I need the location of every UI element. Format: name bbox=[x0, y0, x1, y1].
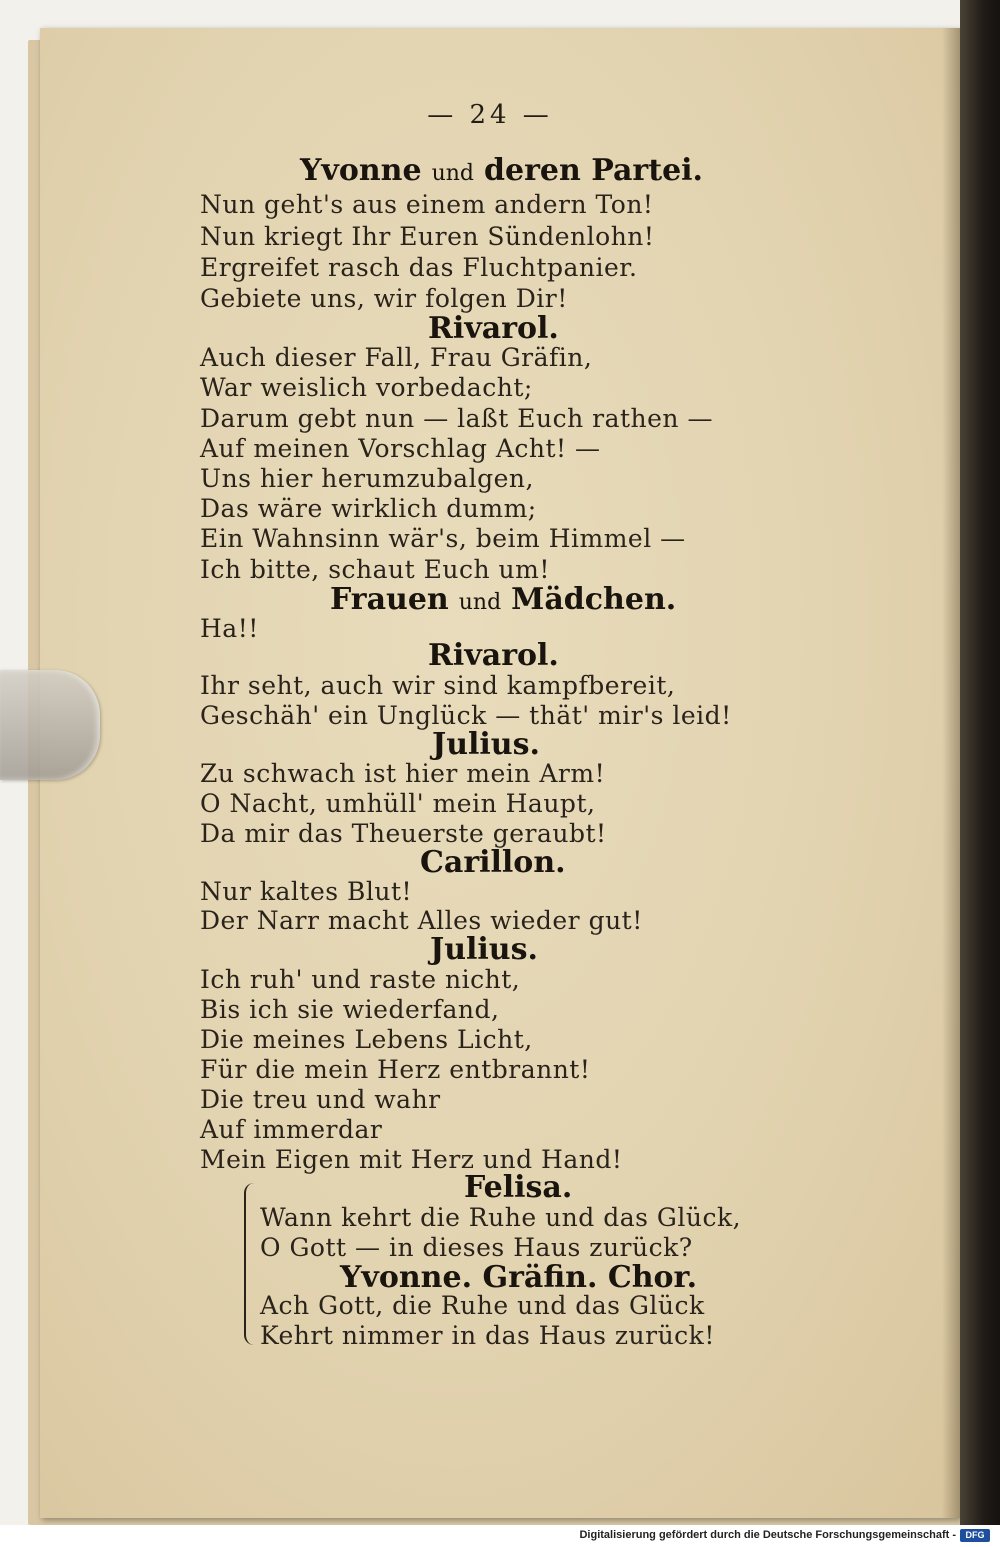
speaker-name: Rivarol. bbox=[428, 638, 559, 673]
chorus-brace bbox=[244, 1183, 260, 1345]
verse-line: Ein Wahnsinn wär's, beim Himmel — bbox=[200, 524, 686, 553]
verse-line: Die treu und wahr bbox=[200, 1085, 441, 1114]
speaker-name: Rivarol. bbox=[428, 311, 559, 346]
verse-line: Da mir das Theuerste geraubt! bbox=[200, 819, 607, 848]
speaker-connector: und bbox=[431, 161, 474, 186]
scanner-background bbox=[960, 0, 1000, 1525]
verse-line: Nun kriegt Ihr Euren Sündenlohn! bbox=[200, 222, 655, 251]
verse-line: Nun geht's aus einem andern Ton! bbox=[200, 190, 654, 219]
verse-line: Das wäre wirklich dumm; bbox=[200, 494, 537, 523]
verse-line: Mein Eigen mit Herz und Hand! bbox=[200, 1145, 623, 1174]
speaker-heading bbox=[428, 638, 559, 673]
speaker-rest: deren Partei. bbox=[484, 153, 703, 188]
verse-line: Auf meinen Vorschlag Acht! — bbox=[200, 434, 601, 463]
speaker-name: Yvonne bbox=[300, 153, 422, 188]
speaker-heading bbox=[428, 311, 559, 346]
verse-line: Ich bitte, schaut Euch um! bbox=[200, 555, 550, 584]
verse-line: Die meines Lebens Licht, bbox=[200, 1025, 533, 1054]
verse-line: Auf immerdar bbox=[200, 1115, 383, 1144]
verse-line: Auch dieser Fall, Frau Gräfin, bbox=[200, 343, 593, 372]
verse-line: O Gott — in dieses Haus zurück? bbox=[260, 1233, 693, 1262]
verse-line: Darum gebt nun — laßt Euch rathen — bbox=[200, 404, 713, 433]
speaker-heading bbox=[430, 932, 538, 967]
speaker-heading bbox=[330, 582, 676, 617]
verse-line: Bis ich sie wiederfand, bbox=[200, 995, 500, 1024]
speaker-rest: Mädchen. bbox=[511, 582, 677, 617]
verse-line: Der Narr macht Alles wieder gut! bbox=[200, 906, 643, 935]
speaker-name: Yvonne. Gräfin. Chor. bbox=[340, 1260, 698, 1295]
speaker-name: Felisa. bbox=[464, 1170, 573, 1205]
verse-line: Ihr seht, auch wir sind kampfbereit, bbox=[200, 671, 676, 700]
verse-line: Ach Gott, die Ruhe und das Glück bbox=[260, 1291, 705, 1320]
speaker-heading bbox=[464, 1170, 572, 1205]
verse-line: Geschäh' ein Unglück — thät' mir's leid! bbox=[200, 701, 732, 730]
footer-credit: Digitalisierung gefördert durch die Deutsche Forschungsgemeinschaft - bbox=[579, 1529, 956, 1541]
verse-line: Ha!! bbox=[200, 614, 259, 643]
dfg-logo-icon: DFG bbox=[960, 1529, 990, 1542]
verse-line: Wann kehrt die Ruhe und das Glück, bbox=[260, 1203, 742, 1232]
verse-line: War weislich vorbedacht; bbox=[200, 373, 533, 402]
verse-line: Nur kaltes Blut! bbox=[200, 877, 413, 906]
verse-line: Ich ruh' und raste nicht, bbox=[200, 965, 521, 994]
page-clip bbox=[0, 670, 100, 780]
verse-line: O Nacht, umhüll' mein Haupt, bbox=[200, 789, 596, 818]
speaker-heading bbox=[420, 845, 566, 880]
page-number: — 24 — bbox=[427, 100, 553, 130]
verse-line: Gebiete uns, wir folgen Dir! bbox=[200, 284, 568, 313]
verse-line: Ergreifet rasch das Fluchtpanier. bbox=[200, 253, 638, 282]
verse-line: Zu schwach ist hier mein Arm! bbox=[200, 759, 606, 788]
digitization-footer bbox=[0, 1525, 1000, 1547]
speaker-connector: und bbox=[458, 590, 502, 615]
speaker-name: Frauen bbox=[330, 582, 449, 617]
speaker-heading bbox=[340, 1260, 697, 1295]
speaker-name: Julius. bbox=[430, 932, 538, 967]
speaker-heading bbox=[432, 727, 540, 762]
verse-line: Für die mein Herz entbrannt! bbox=[200, 1055, 591, 1084]
verse-line: Kehrt nimmer in das Haus zurück! bbox=[260, 1321, 715, 1350]
verse-line: Uns hier herumzubalgen, bbox=[200, 464, 534, 493]
speaker-name: Carillon. bbox=[420, 845, 566, 880]
speaker-heading bbox=[300, 153, 703, 188]
speaker-name: Julius. bbox=[432, 727, 540, 762]
